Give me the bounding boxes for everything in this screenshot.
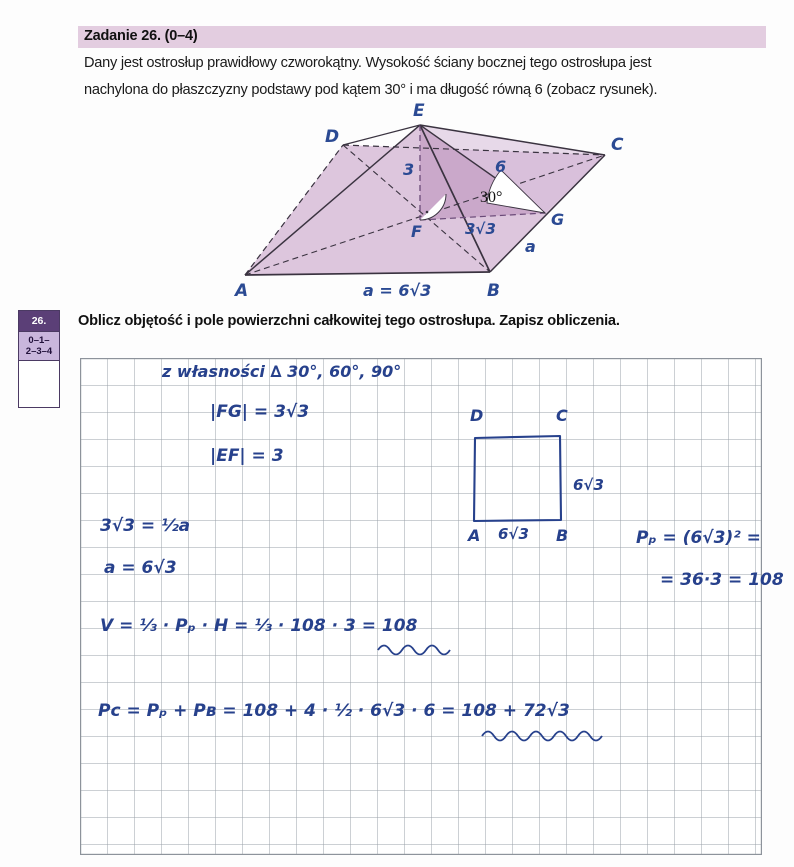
square-label-D: D [470, 406, 484, 425]
vertex-label-A: A [235, 281, 249, 300]
solution-line-half-a: 3√3 = ½a [100, 516, 191, 536]
score-box-task-number: 26. [19, 311, 59, 331]
label-slant-6: 6 [495, 157, 507, 176]
instruction-text: Oblicz objętość i pole powierzchni całkowitej tego ostrosłupa. Zapisz obliczenia. [78, 313, 620, 329]
solution-line-property: z własności ∆ 30°, 60°, 90° [162, 362, 402, 381]
answer-grid[interactable] [80, 358, 784, 855]
vertex-label-E: E [413, 101, 425, 121]
volume-line: V = ⅓ · Pₚ · H = ⅓ · 108 · 3 = 108 [100, 616, 418, 636]
score-box [18, 310, 60, 408]
vertex-label-C: C [611, 135, 624, 155]
label-apothem: 3√3 [465, 220, 496, 238]
task-header-band [78, 26, 766, 48]
statement-line-1: Dany jest ostrosłup prawidłowy czworokątny. Wysokość ściany bocznej tego ostrosłupa jest [84, 55, 652, 71]
label-height-3: 3 [403, 160, 415, 179]
total-area-line: Pᴄ = Pₚ + Pв = 108 + 4 · ½ · 6√3 · 6 = 108 + 72√3 [98, 701, 570, 721]
score-points-line-2: 2–3–4 [25, 346, 53, 357]
score-box-points [19, 331, 59, 361]
vertex-label-D: D [325, 127, 340, 147]
pyramid-figure [215, 100, 645, 300]
grid-lines [80, 358, 762, 855]
base-area-line-1: Pₚ = (6√3)² = [636, 528, 761, 548]
label-edge-equation: a = 6√3 [363, 281, 432, 300]
square-side-right: 6√3 [573, 476, 604, 494]
square-label-A: A [468, 526, 481, 545]
vertex-label-F: F [411, 222, 422, 241]
vertex-label-B: B [487, 281, 500, 300]
score-points-line-1: 0–1– [28, 335, 50, 346]
solution-line-a: a = 6√3 [104, 558, 177, 578]
statement-line-2: nachylona do płaszczyzny podstawy pod kątem 30° i ma długość równą 6 (zobacz rysunek). [84, 82, 658, 98]
square-label-C: C [556, 406, 568, 425]
label-edge-a: a [525, 237, 536, 256]
task-header-label: Zadanie 26. (0–4) [84, 28, 198, 44]
square-side-bottom: 6√3 [498, 525, 529, 543]
vertex-label-G: G [551, 210, 565, 229]
solution-line-ef: |EF| = 3 [210, 446, 284, 466]
right-angle-dot [426, 211, 429, 214]
label-angle-30: 30° [480, 189, 503, 206]
square-label-B: B [556, 526, 569, 545]
base-area-line-2: = 36·3 = 108 [660, 570, 784, 590]
solution-line-fg: |FG| = 3√3 [210, 402, 310, 422]
